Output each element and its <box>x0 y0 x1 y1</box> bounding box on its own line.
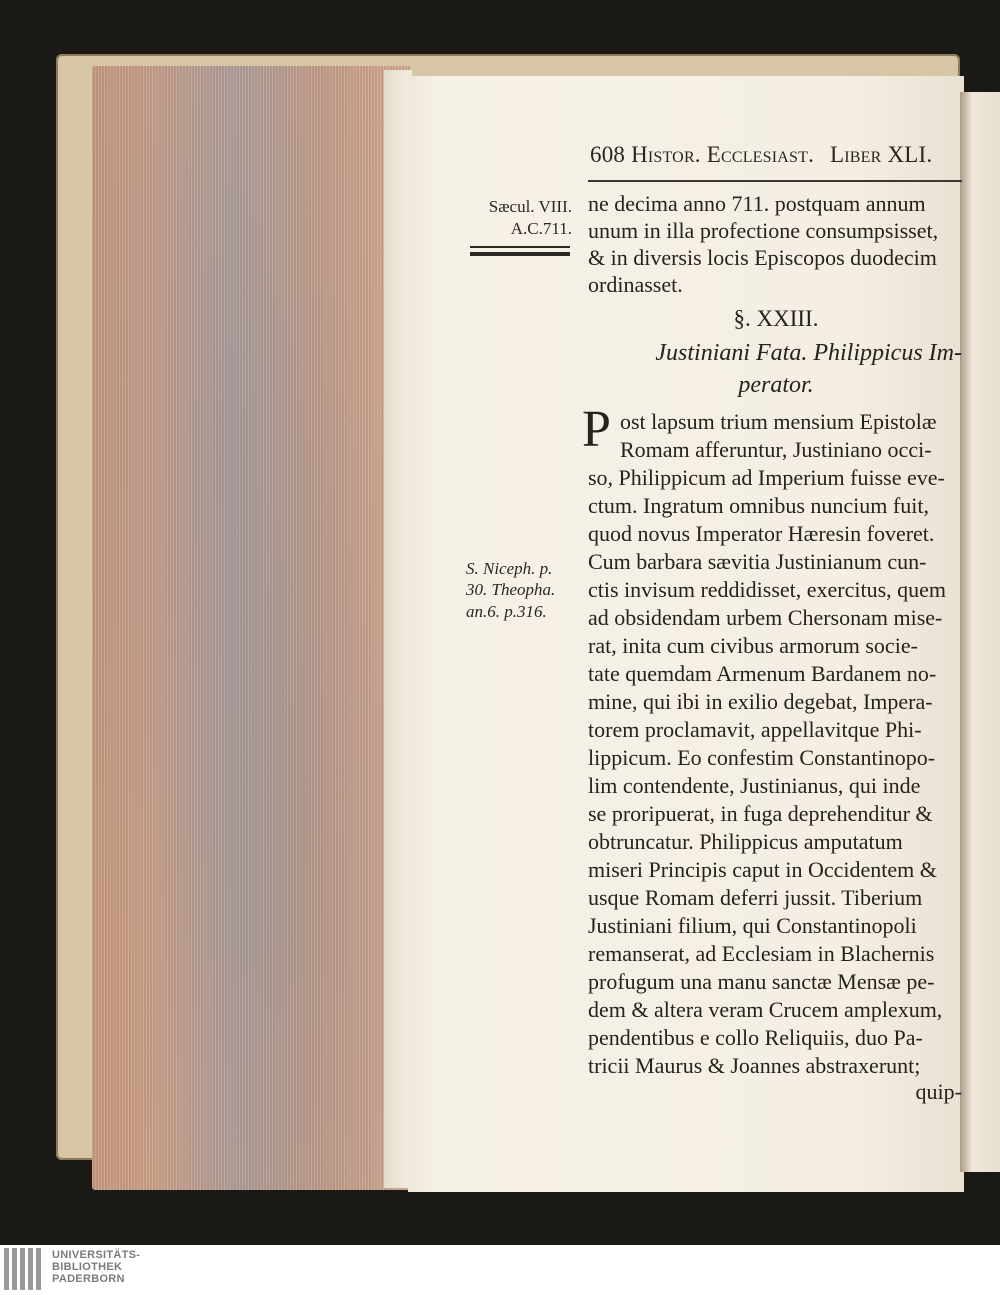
text-line: Justiniani filium, qui Constantinopoli <box>588 914 917 938</box>
margin-note-source-1: S. Niceph. p. <box>466 559 553 578</box>
text-line: se proripuerat, in fuga deprehenditur & <box>588 802 933 826</box>
text-line: dem & altera veram Crucem amplexum, <box>588 998 943 1022</box>
running-head-title: Histor. Ecclesiast. <box>631 142 815 167</box>
section-title-cont: perator. <box>738 372 814 398</box>
text-line: ctis invisum reddidisset, exercitus, quem <box>588 578 947 602</box>
logo-line-3: PADERBORN <box>52 1273 125 1285</box>
text-line: quod novus Imperator Hæresin foveret. <box>588 522 935 546</box>
text-line: & in diversis locis Episcopos duodecim <box>588 246 937 270</box>
text-line: ad obsidendam urbem Chersonam mise- <box>588 606 943 630</box>
catchword: quip- <box>915 1080 962 1104</box>
library-logo <box>0 1245 1000 1295</box>
text-line: mine, qui ibi in exilio degebat, Impera- <box>588 690 933 714</box>
margin-rule <box>470 246 570 248</box>
text-line: remanserat, ad Ecclesiam in Blachernis <box>588 942 935 966</box>
text-line: usque Romam deferri jussit. Tiberium <box>588 886 923 910</box>
page-number: 608 <box>590 142 626 167</box>
text-line: profugum una manu sanctæ Mensæ pe- <box>588 970 935 994</box>
logo-bars-icon <box>4 1248 44 1290</box>
margin-note-century: Sæcul. VIII. <box>488 197 572 216</box>
text-line: tricii Maurus & Joannes abstraxerunt; <box>588 1054 921 1078</box>
book-page-edges <box>92 66 410 1190</box>
text-line: ordinasset. <box>588 273 683 297</box>
section-title: Justiniani Fata. Philippicus Im- <box>655 340 962 366</box>
text-line: ne decima anno 711. postquam annum <box>588 192 926 216</box>
margin-note-source-2: 30. Theopha. <box>466 580 556 599</box>
margin-rule-thick <box>470 252 570 256</box>
facing-page-edge <box>960 92 1000 1172</box>
text-line: lim contendente, Justinianus, qui inde <box>588 774 921 798</box>
text-line: miseri Principis caput in Occidentem & <box>588 858 937 882</box>
text-line: so, Philippicum ad Imperium fuisse eve- <box>588 466 945 490</box>
text-line: pendentibus e collo Reliquiis, duo Pa- <box>588 1026 923 1050</box>
text-line: torem proclamavit, appellavitque Phi- <box>588 718 922 742</box>
text-line: lippicum. Eo confestim Constantinopo- <box>588 746 936 770</box>
text-line: Romam afferuntur, Justiniano occi- <box>620 438 932 462</box>
text-line: ctum. Ingratum omnibus nuncium fuit, <box>588 494 929 518</box>
margin-note-year: A.C.711. <box>510 219 572 238</box>
logo-text <box>52 1249 140 1285</box>
header-rule <box>588 180 962 182</box>
text-line: Cum barbara sævitia Justinianum cun- <box>588 550 927 574</box>
text-line: obtruncatur. Philippicus amputatum <box>588 830 903 854</box>
running-head-book: Liber XLI. <box>830 142 933 167</box>
text-line: unum in illa profectione consumpsisset, <box>588 219 939 243</box>
text-line: ost lapsum trium mensium Epistolæ <box>620 410 937 434</box>
running-head <box>590 142 966 168</box>
logo-line-1: UNIVERSITÄTS- <box>52 1249 141 1261</box>
margin-note-source-3: an.6. p.316. <box>466 602 547 621</box>
text-line: rat, inita cum civibus armorum socie- <box>588 634 918 658</box>
section-number: §. XXIII. <box>733 306 819 331</box>
logo-line-2: BIBLIOTHEK <box>52 1261 123 1273</box>
text-line: tate quemdam Armenum Bardanem no- <box>588 662 937 686</box>
drop-cap: P <box>582 401 611 458</box>
